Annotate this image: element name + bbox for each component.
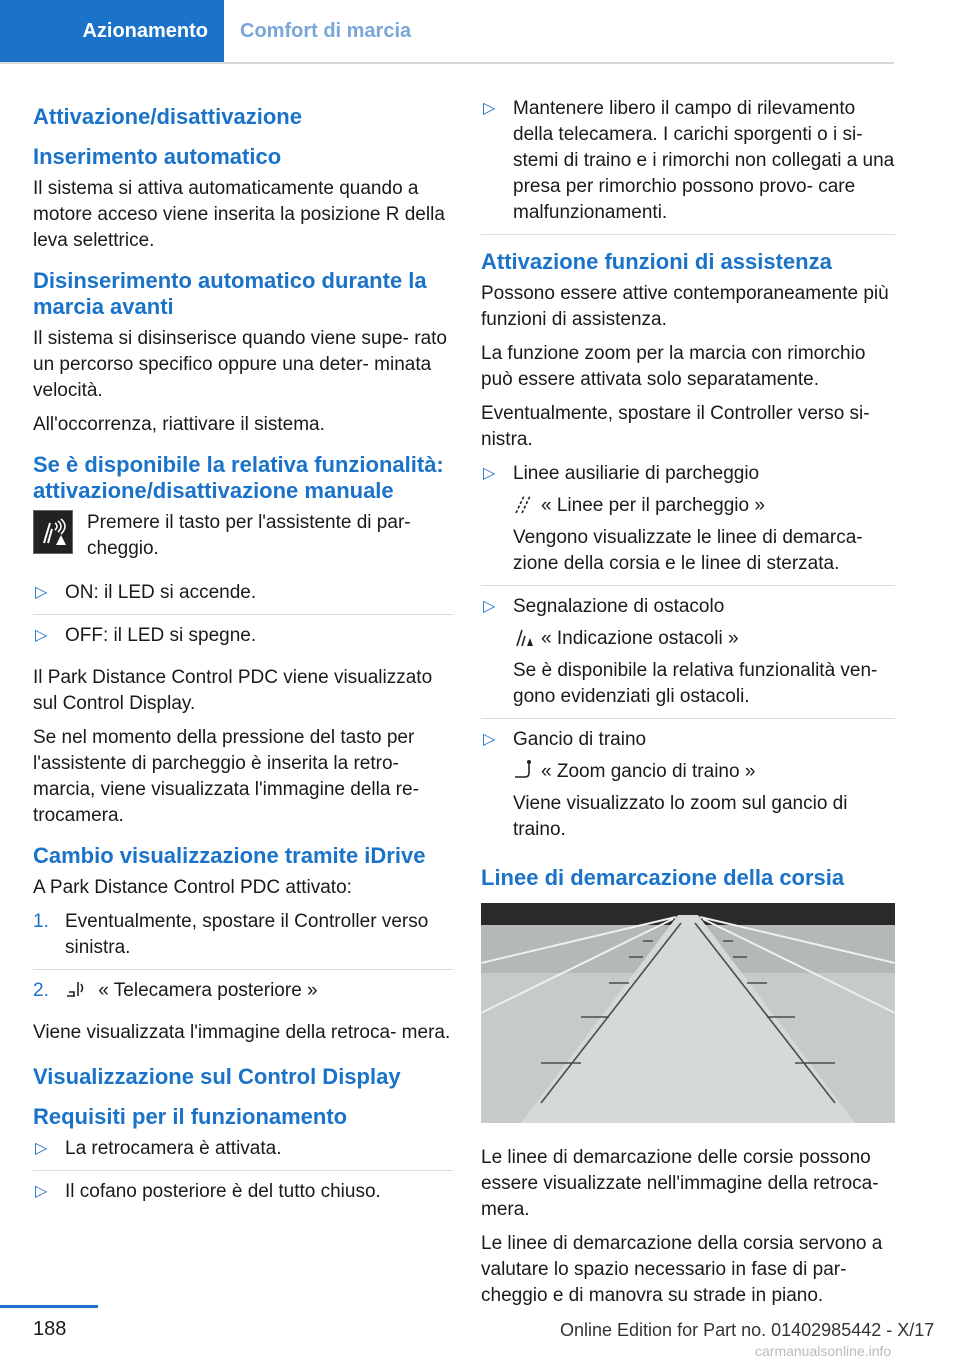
pdc-button-row <box>33 510 453 562</box>
para-multi: Possono essere attive contemporaneamente più funzioni di assistenza. <box>481 283 889 330</box>
function-parking-lines-title: Linee ausiliarie di parcheggio <box>513 463 760 484</box>
bullet-req-1-text: La retrocamera è attivata. <box>65 1138 282 1159</box>
bullet-marker: ▷ <box>35 1140 48 1157</box>
para-zoom: La funzione zoom per la marcia con rimorchio può essere attivata solo separatamente. <box>481 343 866 390</box>
parking-lines-icon <box>513 493 535 515</box>
heading-activation: Attivazione/disattivazione <box>33 104 302 129</box>
function-obstacles-desc: Se è disponibile la relativa funzionalità ven- gono evidenziati gli ostacoli. <box>513 660 878 707</box>
heading-lanes: Linee di demarcazione della corsia <box>481 865 845 890</box>
bullet-marker: ▷ <box>483 100 496 117</box>
heading-idrive: Cambio visualizzazione tramite iDrive <box>33 843 426 868</box>
function-tow-hitch-title: Gancio di traino <box>513 729 647 750</box>
left-column <box>33 96 453 1221</box>
bullet-on-text: ON: il LED si accende. <box>65 582 257 603</box>
para-auto-off: Il sistema si disinserisce quando viene supe- rato un percorso specifico oppure una deter- minata velocità. <box>33 328 447 401</box>
step-2 <box>33 978 453 1012</box>
bullet-off-text: OFF: il LED si spegne. <box>65 625 257 646</box>
step-1 <box>33 909 453 970</box>
para-pdc: Il Park Distance Control PDC viene visualizzato sul Control Display. <box>33 667 433 714</box>
function-parking-lines-menu-text: « Linee per il parcheggio » <box>541 495 765 516</box>
para-auto-on: Il sistema si attiva automaticamente quando a motore acceso viene inserita la posizione R della leva selettrice. <box>33 178 445 251</box>
park-assist-button-icon <box>33 510 73 554</box>
function-tow-hitch-menu <box>513 759 895 785</box>
bullet-marker: ▷ <box>483 731 496 748</box>
header-tabs <box>0 0 894 64</box>
function-obstacles <box>481 594 895 719</box>
heading-auto-on: Inserimento automatico <box>33 144 282 169</box>
function-obstacles-menu <box>513 626 895 652</box>
step-1-number: 1. <box>33 911 49 932</box>
bullet-req-1 <box>33 1136 453 1171</box>
tow-hitch-icon <box>513 759 535 781</box>
para-lanes-2: Le linee di demarcazione della corsia servono a valutare lo spazio necessario in fase di par- cheggio e di manovra su strade in piano. <box>481 1233 883 1306</box>
lane-lines-illustration <box>481 903 895 1123</box>
function-tow-hitch-desc: Viene visualizzato lo zoom sul gancio di traino. <box>513 793 848 840</box>
watermark: carmanualsonline.info <box>755 1343 892 1359</box>
step-2-text: « Telecamera posteriore » <box>98 980 318 1001</box>
tab-comfort-di-marcia[interactable]: Comfort di marcia <box>240 19 412 42</box>
bullet-marker: ▷ <box>483 465 496 482</box>
function-tow-hitch <box>481 727 895 851</box>
bullet-off <box>33 623 453 657</box>
bullet-req-2-text: Il cofano posteriore è del tutto chiuso. <box>65 1181 381 1202</box>
bullet-camera-field-text: Mantenere libero il campo di rilevamento della telecamera. I carichi sporgenti o i si- stemi di traino e i rimorchi non collegati a una presa per rimorchio possono provo- care malfunzionamenti. <box>513 98 895 223</box>
heading-display: Visualizzazione sul Control Display <box>33 1064 401 1089</box>
obstacle-icon <box>513 626 535 648</box>
bullet-marker: ▷ <box>35 627 48 644</box>
footer-rule <box>0 1305 98 1308</box>
function-tow-hitch-menu-text: « Zoom gancio di traino » <box>541 761 756 782</box>
function-parking-lines-menu <box>513 493 895 519</box>
function-obstacles-title: Segnalazione di ostacolo <box>513 596 725 617</box>
step-1-text: Eventualmente, spostare il Controller verso sinistra. <box>65 911 429 958</box>
bullet-marker: ▷ <box>35 1183 48 1200</box>
heading-auto-off: Disinserimento automatico durante la marcia avanti <box>33 268 427 319</box>
function-parking-lines <box>481 461 895 586</box>
bullet-marker: ▷ <box>35 584 48 601</box>
function-obstacles-menu-text: « Indicazione ostacoli » <box>541 628 739 649</box>
para-reverse: Se nel momento della pressione del tasto per l'assistente di parcheggio è inserita la retro- marcia, viene visualizzata l'immagine della re- trocamera. <box>33 727 419 826</box>
function-parking-lines-desc: Vengono visualizzate le linee di demarca- zione della corsia e le linee di sterzata. <box>513 527 863 574</box>
heading-requirements: Requisiti per il funzionamento <box>33 1104 348 1129</box>
step-2-number: 2. <box>33 980 49 1001</box>
para-image: Viene visualizzata l'immagine della retroca- mera. <box>33 1022 451 1043</box>
para-reactivate: All'occorrenza, riattivare il sistema. <box>33 414 325 435</box>
heading-manual: Se è disponibile la relativa funzionalità: attivazione/disattivazione manuale <box>33 452 444 503</box>
bullet-marker: ▷ <box>483 598 496 615</box>
bullet-on <box>33 580 453 615</box>
bullet-camera-field <box>481 96 895 235</box>
bullet-req-2 <box>33 1179 453 1213</box>
tab-azionamento[interactable]: Azionamento <box>0 0 224 62</box>
heading-assist: Attivazione funzioni di assistenza <box>481 249 832 274</box>
edition-note: Online Edition for Part no. 01402985442 - X/17 <box>560 1320 935 1340</box>
page-number: 188 <box>33 1318 67 1340</box>
para-idrive: A Park Distance Control PDC attivato: <box>33 877 352 898</box>
para-lanes-1: Le linee di demarcazione delle corsie possono essere visualizzate nell'immagine della retroca- mera. <box>481 1147 879 1220</box>
rear-camera-icon <box>65 978 87 1000</box>
para-press-button: Premere il tasto per l'assistente di par- cheggio. <box>87 512 411 559</box>
para-controller: Eventualmente, spostare il Controller verso si- nistra. <box>481 403 870 450</box>
right-column <box>481 96 895 1317</box>
